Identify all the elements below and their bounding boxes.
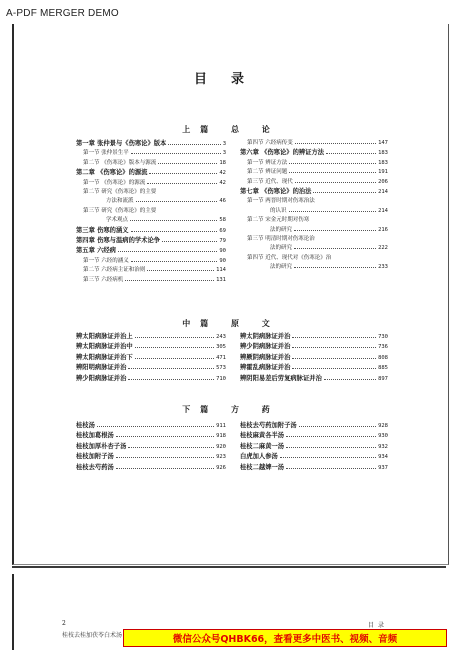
section-heading-upper: 上篇 总 论 [182, 124, 280, 134]
toc-entry-label: 第五章 六经病 [76, 247, 116, 255]
toc-leader-dots [294, 267, 376, 268]
toc-entry-label: 辨少阳病脉证并治 [76, 374, 127, 382]
toc-entry-label: 桂枝麻黄各半汤 [240, 432, 285, 440]
toc-entry-label: 辨少阴病脉证并治 [240, 343, 291, 351]
toc-entry-label: 第三章 伤寒的涵义 [76, 226, 129, 234]
toc-entry [76, 188, 226, 197]
toc-entry-page: 46 [219, 198, 226, 205]
toc-leader-dots [299, 426, 376, 427]
toc-upper-right [240, 139, 388, 273]
toc-entry [76, 139, 226, 149]
toc-entry-label: 辨厥阴病脉证并治 [240, 353, 291, 361]
toc-entry-label: 辨太阳病脉证并治下 [76, 353, 133, 361]
toc-entry-page: 147 [378, 140, 388, 146]
toc-leader-dots [135, 347, 214, 348]
toc-middle-right [240, 332, 388, 384]
toc-entry-page: 3 [222, 141, 226, 147]
toc-entry [76, 452, 226, 462]
toc-leader-dots [131, 231, 218, 232]
toc-entry-label: 辨太阴病脉证并治 [240, 333, 291, 340]
toc-entry-page: 214 [378, 189, 388, 196]
toc-entry-page: 885 [378, 365, 388, 372]
toc-leader-dots [135, 358, 214, 359]
section-heading-middle: 中篇 原 文 [182, 318, 280, 328]
toc-entry-page: 937 [378, 464, 388, 471]
toc-leader-dots [116, 457, 214, 458]
toc-entry [76, 197, 226, 206]
toc-leader-dots [324, 379, 376, 380]
toc-entry-label: 第一章 张仲景与《伤寒论》版本 [76, 140, 167, 147]
toc-leader-dots [286, 468, 376, 469]
toc-entry [76, 207, 226, 216]
toc-entry-page: 3 [222, 150, 226, 157]
toc-entry-label: 第二节 辨证问题 [247, 169, 288, 176]
toc-entry-label: 方法和流派 [106, 198, 134, 205]
toc-entry-label: 桂枝汤 [76, 422, 95, 429]
toc-entry-page: 79 [219, 238, 226, 245]
toc-entry [76, 431, 226, 441]
toc-entry-label: 第一节 张仲景生平 [83, 150, 129, 157]
toc-entry-label: 法的研究 [270, 245, 293, 252]
toc-entry-page: 736 [378, 344, 388, 351]
toc-entry-label: 桂枝二麻黄一汤 [240, 442, 285, 450]
toc-entry-page: 191 [378, 169, 388, 176]
toc-entry-page: 897 [378, 375, 388, 382]
toc-leader-dots [136, 201, 218, 202]
toc-entry [76, 216, 226, 225]
toc-entry-label: 桂枝加葛根汤 [76, 432, 114, 440]
toc-entry-label: 辨阴阳易差后劳复病脉证并治 [240, 374, 322, 382]
toc-entry [76, 149, 226, 158]
toc-entry [240, 139, 388, 148]
running-header: 目录 [367, 622, 388, 629]
toc-leader-dots [131, 261, 218, 262]
toc-entry [240, 421, 388, 431]
toc-leader-dots [149, 173, 217, 174]
toc-entry [240, 244, 388, 253]
toc-entry-label: 桂枝加附子汤 [76, 453, 114, 461]
toc-entry-page: 222 [378, 245, 388, 252]
toc-entry-page: 183 [378, 150, 388, 157]
toc-entry [76, 257, 226, 266]
toc-leader-dots [168, 144, 220, 145]
toc-leader-dots [162, 241, 217, 242]
toc-entry-label: 第四节 近代、现代对《伤寒论》治 [247, 254, 332, 261]
toc-leader-dots [125, 280, 214, 281]
toc-entry [240, 374, 388, 384]
toc-entry [76, 179, 226, 188]
toc-entry [240, 207, 388, 216]
toc-leader-dots [116, 468, 214, 469]
toc-entry [240, 431, 388, 441]
toc-leader-dots [289, 211, 377, 212]
toc-leader-dots [295, 143, 376, 144]
toc-leader-dots [292, 368, 376, 369]
toc-entry [240, 254, 388, 263]
toc-entry-label: 第三节 六经病机 [83, 276, 124, 283]
toc-upper-left [76, 139, 226, 285]
toc-leader-dots [147, 183, 217, 184]
toc-entry [76, 236, 226, 246]
toc-entry-label: 第二节 六经病主证和治则 [83, 267, 146, 274]
toc-entry-page: 216 [378, 226, 388, 233]
toc-leader-dots [135, 337, 214, 338]
page-number: 2 [62, 620, 66, 627]
toc-entry-label: 第二节 宋金元时期对伤寒 [247, 217, 310, 224]
toc-entry [240, 235, 388, 244]
toc-entry-label: 桂枝加厚朴杏子汤 [76, 442, 127, 450]
toc-entry-label: 第二章 《伤寒论》的源流 [76, 169, 148, 177]
toc-entry-label: 第一节 两晋时期对伤寒治法 [247, 198, 315, 205]
toc-entry [240, 226, 388, 235]
toc-leader-dots [147, 270, 214, 271]
toc-entry [240, 197, 388, 206]
toc-leader-dots [128, 447, 214, 448]
page-title: 目录 [193, 72, 268, 87]
toc-leader-dots [294, 230, 376, 231]
toc-entry-page: 131 [216, 276, 226, 283]
toc-entry-page: 928 [378, 423, 388, 429]
toc-entry-label: 法的研究 [270, 264, 293, 271]
toc-entry-page: 114 [216, 267, 226, 274]
toc-entry-page: 214 [378, 207, 388, 214]
toc-entry-page: 42 [219, 179, 226, 186]
toc-entry [76, 442, 226, 452]
toc-entry [76, 266, 226, 275]
toc-entry [240, 363, 388, 373]
toc-entry-page: 183 [378, 159, 388, 166]
toc-entry [76, 332, 226, 342]
toc-entry [240, 187, 388, 197]
toc-entry-page: 730 [378, 334, 388, 340]
toc-entry-page: 911 [216, 423, 226, 429]
toc-entry [240, 452, 388, 462]
toc-entry [240, 342, 388, 352]
toc-entry-page: 926 [216, 464, 226, 471]
toc-leader-dots [130, 220, 217, 221]
toc-leader-dots [131, 153, 221, 154]
toc-entry-label: 第三节 明清时期对伤寒论治 [247, 236, 315, 243]
toc-entry [76, 421, 226, 431]
toc-entry-label: 第四章 伤寒与温病的学术论争 [76, 237, 161, 245]
toc-entry-label: 的认识 [270, 207, 287, 214]
toc-entry-page: 920 [216, 443, 226, 450]
toc-leader-dots [295, 182, 376, 183]
toc-entry [240, 148, 388, 158]
toc-entry-label: 第四节 六经病传变 [247, 140, 293, 146]
toc-leader-dots [286, 436, 376, 437]
toc-entry-label: 第一节 《伤寒论》的源流 [83, 179, 146, 186]
toc-entry-page: 18 [219, 159, 226, 166]
toc-entry-page: 808 [378, 354, 388, 361]
toc-leader-dots [116, 436, 214, 437]
toc-leader-dots [97, 426, 214, 427]
toc-entry [240, 168, 388, 177]
toc-leader-dots [289, 172, 376, 173]
toc-entry [76, 342, 226, 352]
toc-entry [240, 263, 388, 272]
toc-entry-page: 918 [216, 433, 226, 440]
toc-entry [240, 159, 388, 168]
toc-leader-dots [158, 163, 217, 164]
toc-entry-page: 206 [378, 178, 388, 185]
toc-entry-label: 第二节 《伤寒论》版本与源流 [83, 159, 157, 166]
toc-entry-label: 第二节 研究《伤寒论》的主要 [83, 189, 157, 196]
toc-entry [240, 353, 388, 363]
viewer-top-bar [0, 0, 450, 22]
toc-leader-dots [294, 248, 376, 249]
toc-entry-label: 第一节 六经的涵义 [83, 257, 129, 264]
toc-leader-dots [313, 192, 376, 193]
toc-leader-dots [128, 379, 214, 380]
toc-entry [76, 276, 226, 285]
toc-entry [240, 216, 388, 225]
toc-entry-label: 学术观点 [106, 217, 129, 224]
toc-entry [240, 442, 388, 452]
toc-entry-label: 桂枝二越婢一汤 [240, 463, 285, 471]
toc-leader-dots [292, 337, 376, 338]
toc-entry-page: 710 [216, 375, 226, 382]
toc-entry-page: 471 [216, 354, 226, 361]
toc-leader-dots [326, 153, 376, 154]
toc-entry-label: 桂枝去芍药加附子汤 [240, 422, 297, 429]
toc-entry [76, 353, 226, 363]
toc-entry-label: 法的研究 [270, 226, 293, 233]
toc-entry-page: 923 [216, 454, 226, 461]
toc-entry [76, 463, 226, 473]
demo-banner: A-PDF MERGER DEMO [6, 8, 119, 19]
toc-entry [76, 168, 226, 178]
toc-entry-label: 第七章 《伤寒论》的治法 [240, 188, 312, 196]
toc-entry-page: 932 [378, 443, 388, 450]
toc-entry-label: 第一节 辨证方法 [247, 159, 288, 166]
toc-entry-page: 930 [378, 433, 388, 440]
toc-entry-page: 69 [219, 227, 226, 234]
toc-entry-page: 243 [216, 334, 226, 340]
toc-leader-dots [289, 163, 376, 164]
toc-entry-page: 573 [216, 365, 226, 372]
toc-entry-label: 辨阳明病脉证并治 [76, 364, 127, 372]
toc-entry [76, 363, 226, 373]
toc-entry-label: 白虎加人参汤 [240, 453, 278, 461]
toc-entry-page: 934 [378, 454, 388, 461]
toc-entry [240, 332, 388, 342]
toc-entry [240, 178, 388, 187]
toc-entry-page: 90 [219, 257, 226, 264]
toc-entry-page: 305 [216, 344, 226, 351]
watermark-banner: 微信公众号QHBK66，查看更多中医书、视频、音频 [123, 629, 447, 647]
toc-entry-label: 辨太阳病脉证并治上 [76, 333, 133, 340]
toc-entry-label: 第三节 研究《伤寒论》的主要 [83, 207, 157, 214]
toc-middle-left [76, 332, 226, 384]
toc-leader-dots [128, 368, 214, 369]
section-heading-lower: 下篇 方 药 [182, 404, 280, 414]
toc-entry-page: 233 [378, 264, 388, 271]
toc-lower-right [240, 421, 388, 473]
toc-entry [76, 246, 226, 256]
toc-entry [76, 374, 226, 384]
toc-entry [76, 159, 226, 168]
toc-entry-page: 90 [219, 248, 226, 255]
toc-entry-label: 第三节 近代、现代 [247, 178, 293, 185]
toc-leader-dots [292, 347, 376, 348]
toc-entry-label: 辨霍乱病脉证并治 [240, 364, 291, 372]
toc-entry-label: 第六章 《伤寒论》的辨证方法 [240, 149, 325, 157]
toc-leader-dots [280, 457, 376, 458]
toc-entry [240, 463, 388, 473]
toc-leader-dots [286, 447, 376, 448]
toc-entry-page: 42 [219, 170, 226, 177]
toc-entry [76, 226, 226, 236]
toc-leader-dots [118, 251, 217, 252]
toc-entry-page: 58 [219, 217, 226, 224]
document-page [12, 24, 449, 565]
toc-leader-dots [292, 358, 376, 359]
page-divider [12, 566, 446, 574]
toc-entry-label: 辨太阳病脉证并治中 [76, 343, 133, 351]
next-page-text-line: 桂枝去桂加茯苓白术汤 [62, 632, 123, 639]
toc-lower-left [76, 421, 226, 473]
toc-entry-label: 桂枝去芍药汤 [76, 463, 114, 471]
